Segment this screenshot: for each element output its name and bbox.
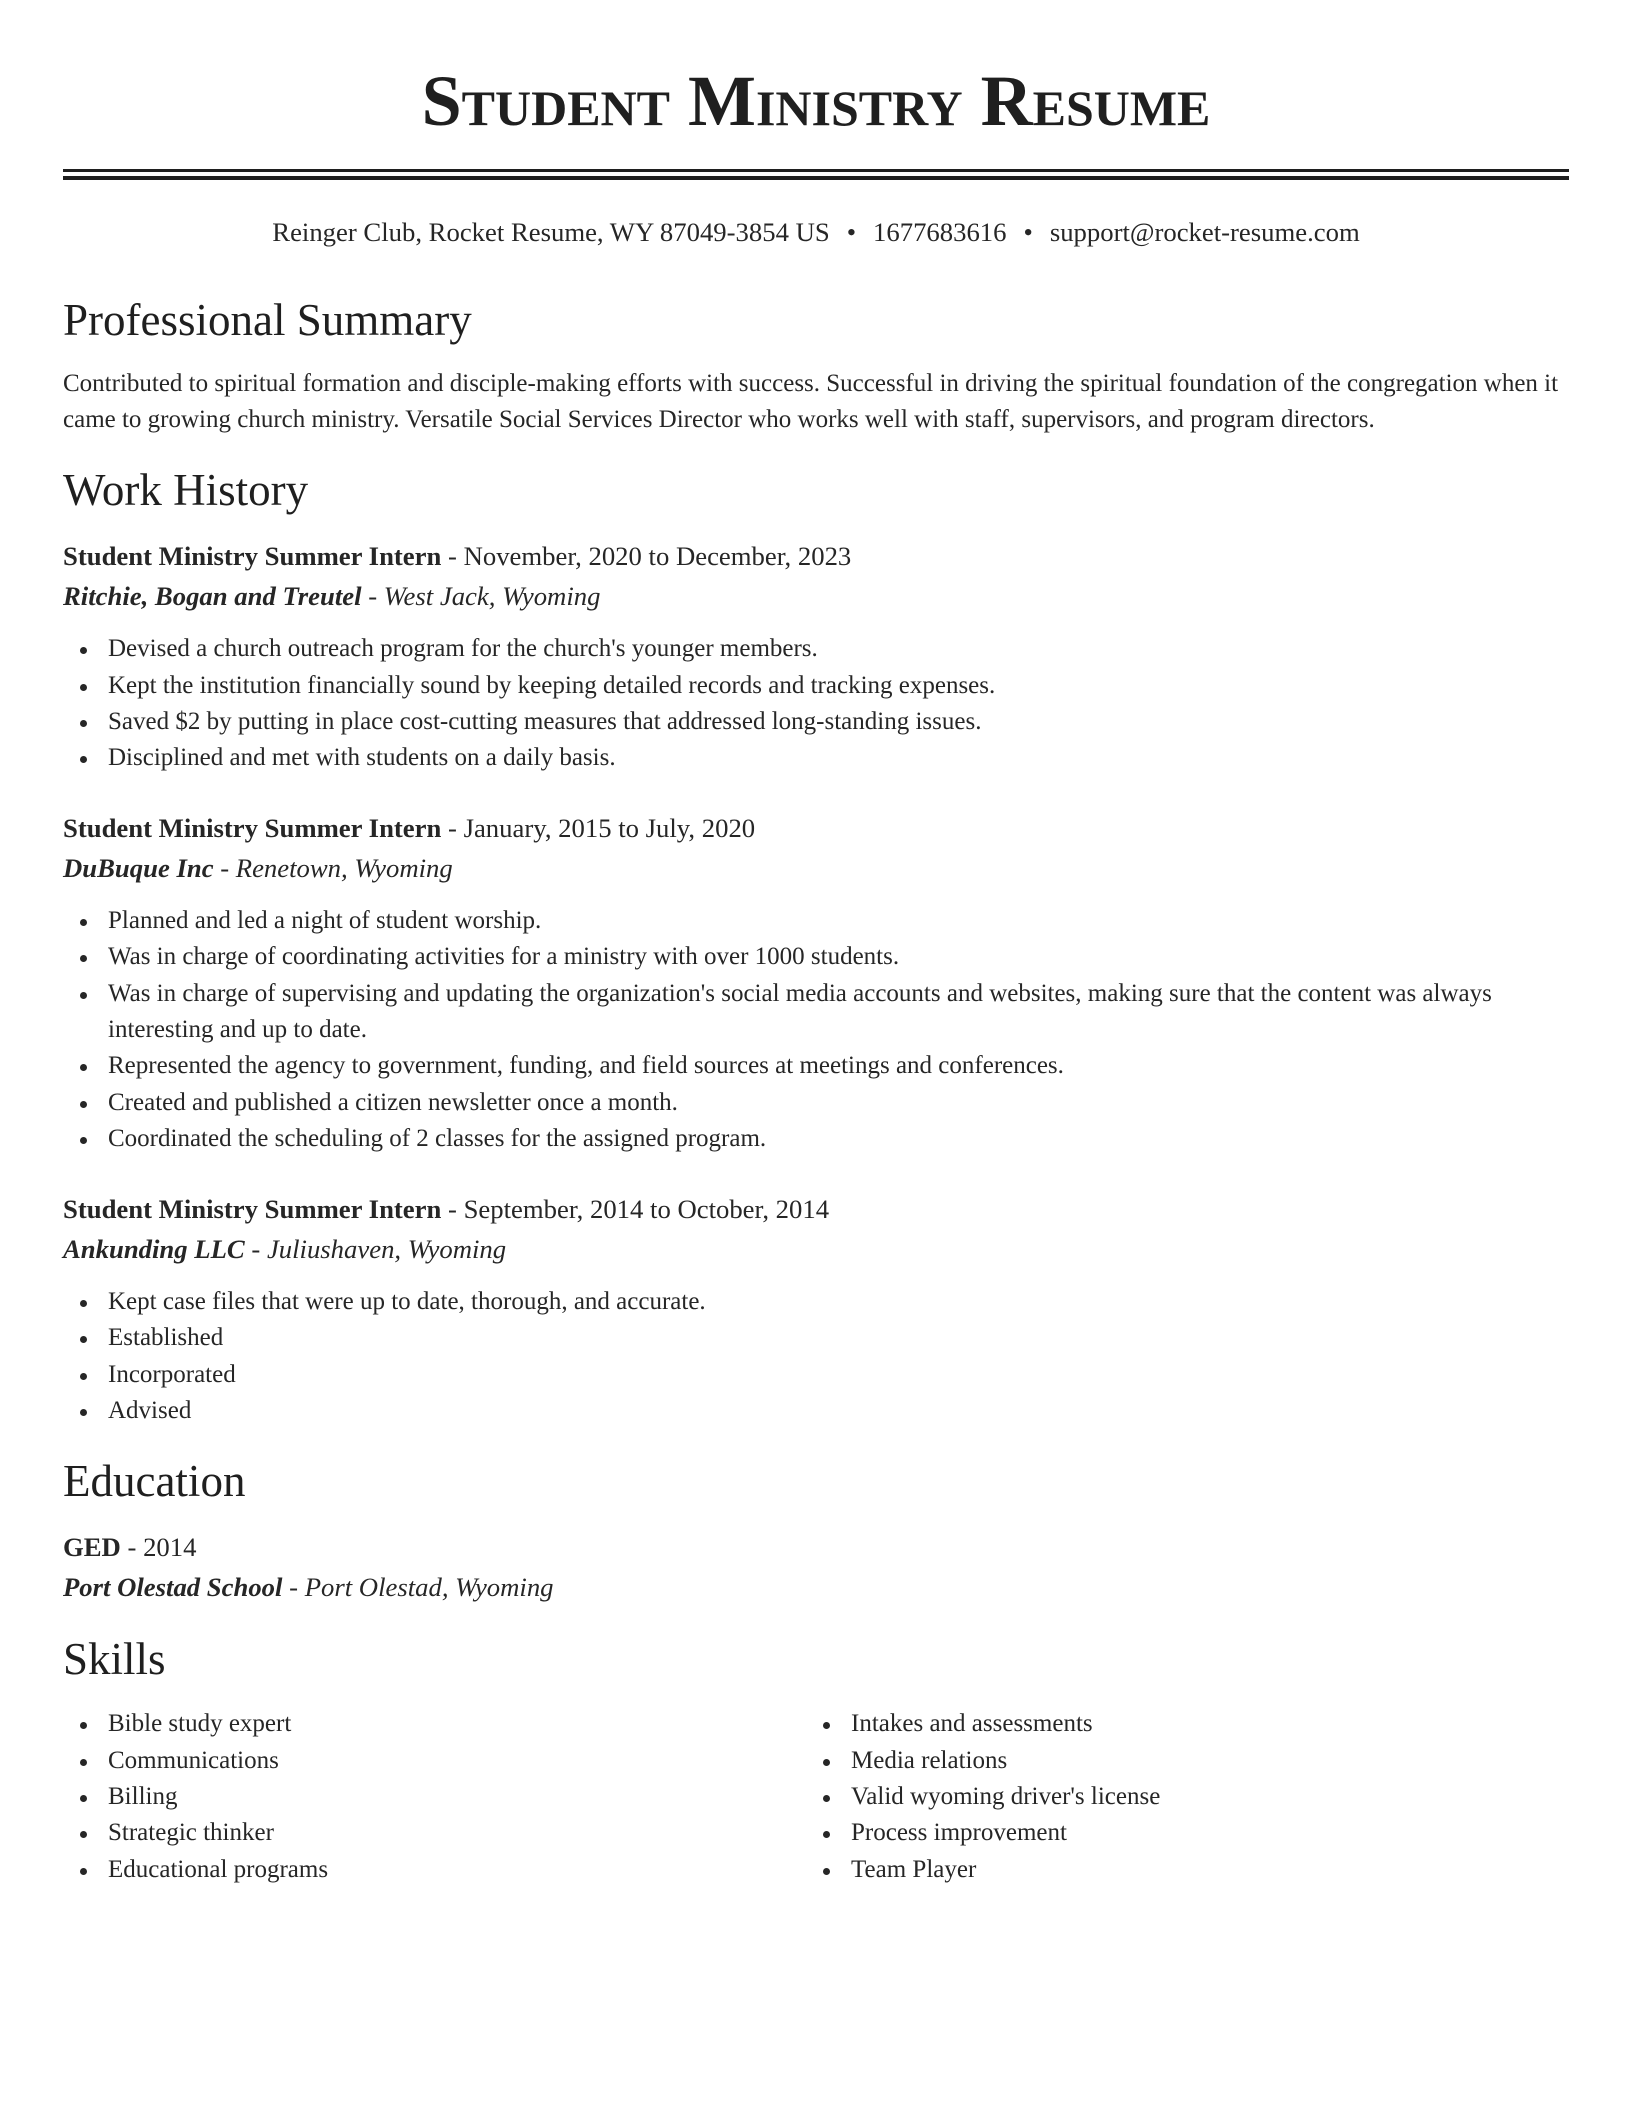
school-location: Port Olestad, Wyoming (304, 1572, 554, 1603)
job-title: Student Ministry Summer Intern (63, 813, 442, 844)
graduation-year: 2014 (143, 1532, 197, 1563)
section-heading-professional-summary: Professional Summary (63, 295, 472, 345)
job-title: Student Ministry Summer Intern (63, 1193, 442, 1224)
skill-item: Intakes and assessments (851, 1706, 1569, 1742)
job-dates: November, 2020 to December, 2023 (463, 541, 852, 572)
company-line (63, 848, 1569, 888)
summary-paragraph: Contributed to spiritual formation and disciple-making efforts with success. Successful in driving the spiritual foundation of the congregation when it came to growing church ministry. Versatile Social Services Director who works well with staff, supervisors, and program directors. (63, 369, 1559, 433)
company-name: Ankunding LLC (63, 1233, 245, 1264)
dash-separator: - (289, 1572, 299, 1603)
skills-columns (63, 1706, 1569, 1888)
resume-title: Student Ministry Resume (421, 61, 1211, 141)
list-item: Kept case files that were up to date, thorough, and accurate. (108, 1284, 1569, 1320)
list-item: Represented the agency to government, funding, and field sources at meetings and conferences. (108, 1048, 1569, 1084)
job-title-line (63, 536, 1569, 576)
contact-phone: 1677683616 (873, 217, 1007, 247)
skill-item: Process improvement (851, 1815, 1569, 1851)
dash-separator: - (127, 1532, 137, 1563)
job-location: West Jack, Wyoming (383, 581, 601, 612)
work-entry (63, 536, 1569, 776)
education-entry (63, 1527, 1569, 1607)
skill-item: Educational programs (108, 1852, 806, 1888)
school-name: Port Olestad School (63, 1572, 283, 1603)
job-title-line (63, 1189, 1569, 1229)
skill-item: Team Player (851, 1852, 1569, 1888)
job-duties-list (63, 1284, 1569, 1430)
education-section (63, 1454, 1569, 1607)
list-item: Disciplined and met with students on a daily basis. (108, 740, 1569, 776)
section-heading-education: Education (63, 1456, 246, 1507)
contact-address: Reinger Club, Rocket Resume, WY 87049-3854 US (272, 217, 830, 247)
list-item: Saved $2 by putting in place cost-cutting measures that addressed long-standing issues. (108, 704, 1569, 740)
job-location: Renetown, Wyoming (235, 853, 453, 884)
contact-email: support@rocket-resume.com (1049, 217, 1360, 247)
skill-item: Billing (108, 1779, 806, 1815)
dash-separator: - (448, 1193, 457, 1224)
dash-separator: - (448, 541, 457, 572)
professional-summary-section (63, 293, 1569, 438)
list-item: Incorporated (108, 1357, 1569, 1393)
list-item: Kept the institution financially sound by keeping detailed records and tracking expenses. (108, 668, 1569, 704)
list-item: Planned and led a night of student worship. (108, 903, 1569, 939)
job-location: Juliushaven, Wyoming (266, 1233, 507, 1264)
section-heading-skills: Skills (63, 1634, 166, 1685)
degree-line (63, 1527, 1569, 1567)
work-entry (63, 808, 1569, 1158)
degree-name: GED (63, 1532, 121, 1563)
dash-separator: - (448, 813, 457, 844)
list-item: Advised (108, 1393, 1569, 1429)
dash-separator: - (251, 1233, 261, 1264)
work-entry (63, 1189, 1569, 1429)
company-line (63, 576, 1569, 616)
dash-separator: - (368, 581, 378, 612)
skill-item: Valid wyoming driver's license (851, 1779, 1569, 1815)
job-duties-list (63, 903, 1569, 1158)
list-item: Established (108, 1320, 1569, 1356)
job-duties-list (63, 631, 1569, 777)
work-history-section (63, 463, 1569, 1429)
list-item: Was in charge of coordinating activities for a ministry with over 1000 students. (108, 939, 1569, 975)
skills-list-right (806, 1706, 1569, 1888)
skill-item: Bible study expert (108, 1706, 806, 1742)
company-name: Ritchie, Bogan and Treutel (63, 581, 362, 612)
resume-header (63, 56, 1569, 250)
skills-section (63, 1632, 1569, 1888)
job-title-line (63, 808, 1569, 848)
company-name: DuBuque Inc (63, 853, 214, 884)
dash-separator: - (220, 853, 230, 884)
list-item: Coordinated the scheduling of 2 classes for the assigned program. (108, 1121, 1569, 1157)
skills-list-left (63, 1706, 806, 1888)
school-line (63, 1567, 1569, 1607)
list-item: Created and published a citizen newsletter once a month. (108, 1085, 1569, 1121)
contact-separator: • (1023, 217, 1033, 247)
skill-item: Media relations (851, 1743, 1569, 1779)
job-title: Student Ministry Summer Intern (63, 541, 442, 572)
job-dates: September, 2014 to October, 2014 (463, 1193, 830, 1224)
skill-item: Strategic thinker (108, 1815, 806, 1851)
list-item: Devised a church outreach program for the church's younger members. (108, 631, 1569, 667)
skill-item: Communications (108, 1743, 806, 1779)
section-heading-work-history: Work History (63, 465, 309, 516)
list-item: Was in charge of supervising and updating the organization's social media accounts and websites, making sure that the content was always interesting and up to date. (108, 976, 1569, 1049)
contact-line (63, 214, 1569, 250)
company-line (63, 1229, 1569, 1269)
title-double-rule (63, 169, 1569, 180)
contact-separator: • (846, 217, 857, 247)
job-dates: January, 2015 to July, 2020 (463, 813, 756, 844)
